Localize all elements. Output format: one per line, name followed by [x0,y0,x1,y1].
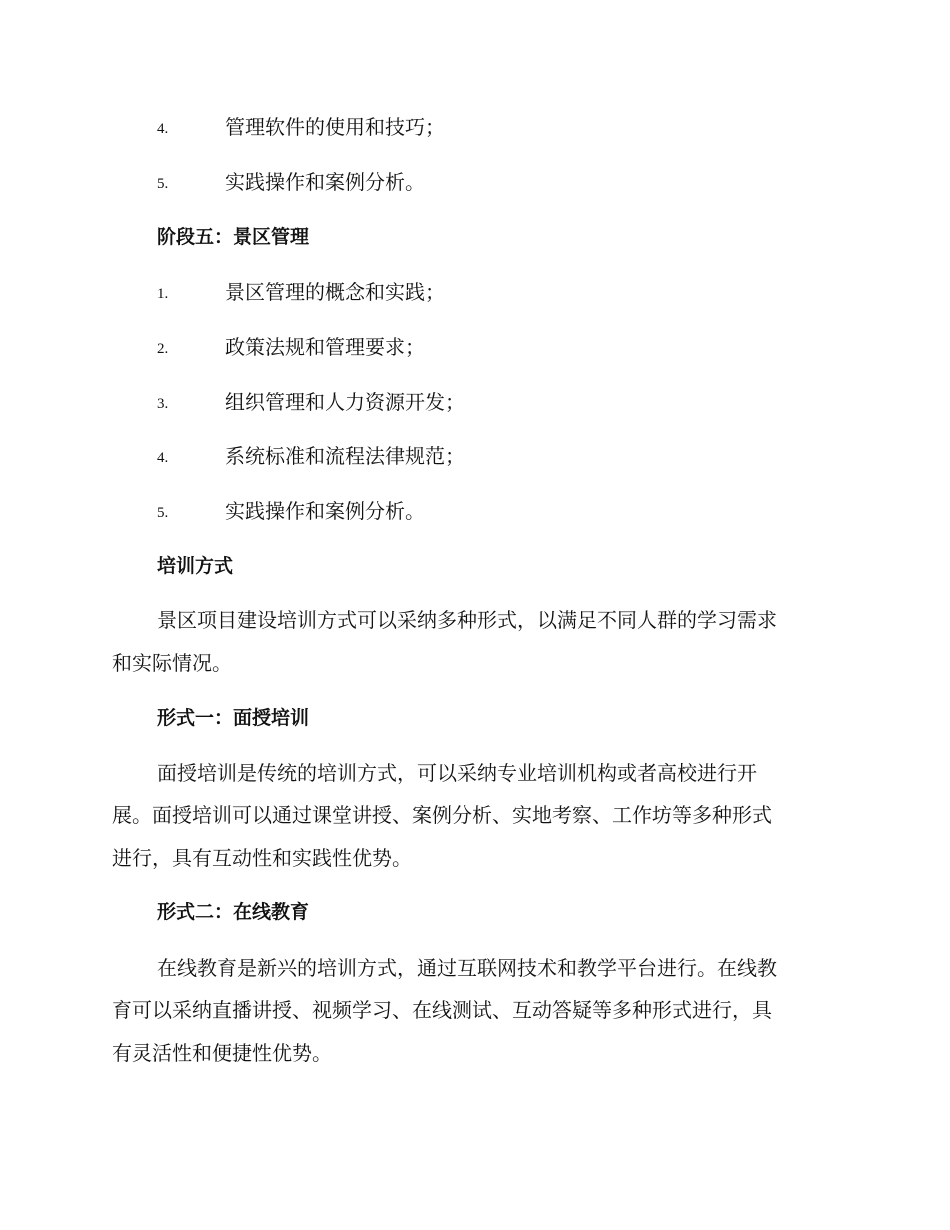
paragraph-line: 进行，具有互动性和实践性优势。 [112,846,412,870]
paragraph-line: 有灵活性和便捷性优势。 [112,1041,332,1065]
list-number: 4. [157,450,169,466]
paragraph-line: 和实际情况。 [112,651,232,675]
list-text: 政策法规和管理要求； [225,335,425,359]
section-heading-form2: 形式二：在线教育 [157,901,310,923]
section-heading-stage5: 阶段五：景区管理 [157,226,310,248]
paragraph-line: 育可以采纳直播讲授、视频学习、在线测试、互动答疑等多种形式进行，具 [112,998,772,1022]
paragraph-line: 面授培训是传统的培训方式，可以采纳专业培训机构或者高校进行开 [157,761,757,785]
list-number: 2. [157,341,169,357]
section-heading-training-methods: 培训方式 [157,555,234,577]
list-text: 实践操作和案例分析。 [225,170,425,194]
paragraph-line: 在线教育是新兴的培训方式，通过互联网技术和教学平台进行。在线教 [157,956,777,980]
section-heading-form1: 形式一：面授培训 [157,707,310,729]
paragraph-line: 景区项目建设培训方式可以采纳多种形式，以满足不同人群的学习需求 [157,608,777,632]
list-number: 4. [157,121,169,137]
paragraph-line: 展。面授培训可以通过课堂讲授、案例分析、实地考察、工作坊等多种形式 [112,803,772,827]
list-text: 景区管理的概念和实践； [225,280,445,304]
list-number: 1. [157,286,169,302]
list-text: 系统标准和流程法律规范； [225,444,465,468]
list-text: 管理软件的使用和技巧； [225,115,445,139]
list-number: 5. [157,176,169,192]
list-number: 3. [157,396,169,412]
list-text: 组织管理和人力资源开发； [225,390,465,414]
list-text: 实践操作和案例分析。 [225,499,425,523]
list-number: 5. [157,505,169,521]
